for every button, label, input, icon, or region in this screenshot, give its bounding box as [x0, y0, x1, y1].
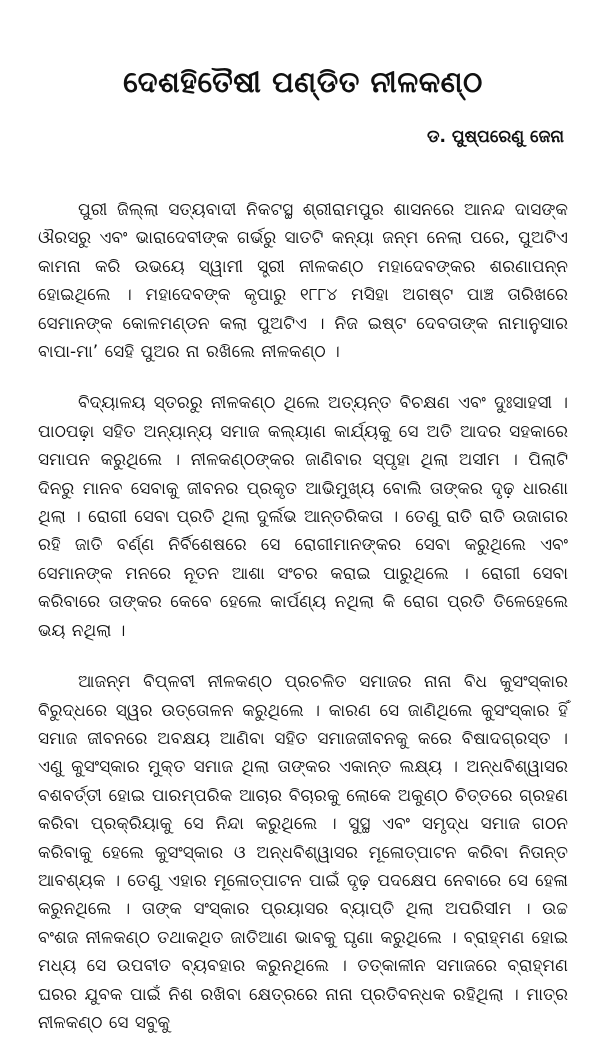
paragraph: ଆଜନ୍ମ ବିପ୍ଳବୀ ନୀଳକଣ୍ଠ ପ୍ରଚଳିତ ସମାଜର ନାନା ବିଧ କୁସଂସ୍କାର ବିରୁଦ୍ଧରେ ସ୍ୱର ଉତ୍ତୋଳନ କରୁଥିଲେ । କାରଣ ସେ ଜାଣିଥିଲେ କୁସଂସ୍କାର ହିଁ ସମାଜ ଜୀବନରେ ଅବକ୍ଷୟ ଆଣିବା ସହିତ ସମାଜଜୀବନକୁ କରେ ବିଷାଦଗ୍ରସ୍ତ । ଏଣୁ କୁସଂସ୍କାର ମୁକ୍ତ ସମାଜ ଥିଲା ତାଙ୍କର ଏକାନ୍ତ ଲକ୍ଷ୍ୟ । ଅନ୍ଧବିଶ୍ୱାସର ବଶବର୍ତ୍ତୀ ହୋଇ ପାରମ୍ପରିକ ଆଚାର ବିଚାରକୁ ଲୋକେ ଅକୁଣ୍ଠ ଚିତ୍ତରେ ଗ୍ରହଣ କରିବା ପ୍ରକ୍ରିୟାକୁ ସେ ନିନ୍ଦା କରୁଥିଲେ । ସୁସ୍ଥ ଏବଂ ସମୃଦ୍ଧ ସମାଜ ଗଠନ କରିବାକୁ ହେଲେ କୁସଂସ୍କାର ଓ ଅନ୍ଧବିଶ୍ୱାସର ମୂଳୋତ୍ପାଟନ କରିବା ନିତାନ୍ତ ଆବଶ୍ୟକ । ତେଣୁ ଏହାର ମୂଳୋତ୍ପାଟନ ପାଇଁ ଦୃଢ଼ ପଦକ୍ଷେପ ନେବାରେ ସେ ହେଳା କରୁନଥିଲେ । ତାଙ୍କ ସଂସ୍କାର ପ୍ରୟାସର ବ୍ୟାପ୍ତି ଥିଲା ଅପରିସୀମ । ଉଚ୍ଚ ବଂଶଜ ନୀଳକଣ୍ଠ ତଥାକଥିତ ଜାତିଆଣ ଭାବକୁ ଘୃଣା କରୁଥିଲେ । ବ୍ରାହ୍ମଣ ହୋଇ ମଧ୍ୟ ସେ ଉପବୀତ ବ୍ୟବହାର କରୁନଥିଲେ । ତତ୍କାଳୀନ ସମାଜରେ ବ୍ରାହ୍ମଣ ଘରର ଯୁବକ ପାଇଁ ନିଶ ରଖିବା କ୍ଷେତ୍ରରେ ନାନା ପ୍ରତିବନ୍ଧକ ରହିଥିଲା । ମାତ୍ର ନୀଳକଣ୍ଠ ସେ ସବୁକୁ [38, 672, 568, 1033]
paragraph: ବିଦ୍ୟାଳୟ ସ୍ତରରୁ ନୀଳକଣ୍ଠ ଥିଲେ ଅତ୍ୟନ୍ତ ବିଚକ୍ଷଣ ଏବଂ ଦୁଃସାହସୀ । ପାଠପଢ଼ା ସହିତ ଅନ୍ୟାନ୍ୟ ସମାଜ କଲ୍ୟାଣ କାର୍ଯ୍ୟକୁ ସେ ଅତି ଆଦର ସହକାରେ ସମାପନ କରୁଥିଲେ । ନୀଳକଣ୍ଠଙ୍କର ଜାଣିବାର ସ୍ପୃହା ଥିଲା ଅସୀମ । ପିଲାଟି ଦିନରୁ ମାନବ ସେବାକୁ ଜୀବନର ପ୍ରକୃତ ଆଭିମୁଖ୍ୟ ବୋଲି ତାଙ୍କର ଦୃଢ଼ ଧାରଣା ଥିଲା । ରୋଗୀ ସେବା ପ୍ରତି ଥିଲା ଦୁର୍ଲଭ ଆନ୍ତରିକତା । ତେଣୁ ରାତି ରାତି ଉଜାଗର ରହି ଜାତି ବର୍ଣ୍ଣ ନିର୍ବିଶେଷରେ ସେ ରୋଗୀମାନଙ୍କର ସେବା କରୁଥିଲେ ଏବଂ ସେମାନଙ୍କ ମନରେ ନୂତନ ଆଶା ସଂଚର କରାଇ ପାରୁଥିଲେ । ରୋଗୀ ସେବା କରିବାରେ ତାଙ୍କର କେବେ ହେଲେ କାର୍ପଣ୍ୟ ନଥିଲା କି ରୋଗ ପ୍ରତି ତିଳେହେଲେ ଭୟ ନଥିଲା । [38, 393, 568, 641]
paragraph: ପୁରୀ ଜିଲ୍ଲା ସତ୍ୟବାଦୀ ନିକଟସ୍ଥ ଶ୍ରୀରାମପୁର ଶାସନରେ ଆନନ୍ଦ ଦାସଙ୍କ ଔରସରୁ ଏବଂ ଭାରାଦେବୀଙ୍କ ଗର୍ଭରୁ ସାତଟି କନ୍ୟା ଜନ୍ମ ନେଲା ପରେ, ପୁଅଟିଏ କାମନା କରି ଉଭୟେ ସ୍ୱାମୀ ସ୍ତ୍ରୀ ନୀଳକଣ୍ଠ ମହାଦେବଙ୍କର ଶରଣାପନ୍ନ ହୋଇଥିଲେ । ମହାଦେବଙ୍କ କୃପାରୁ ୧୮୮୪ ମସିହା ଅଗଷ୍ଟ ପାଞ୍ଚ ତାରିଖରେ ସେମାନଙ୍କ କୋଳମଣ୍ଡନ କଲା ପୁଅଟିଏ । ନିଜ ଇଷ୍ଟ ଦେବତାଙ୍କ ନାମାନୁସାର ବାପା-ମା’ ସେହି ପୁଅର ନା ରଖିଲେ ନୀଳକଣ୍ଠ । [38, 200, 568, 363]
article-body [38, 196, 568, 1037]
author-name: ଡ. ପୁଷ୍ପରେଣୁ ଜେନା [426, 127, 564, 147]
page-title: ଦେଶହିତୈଷୀ ପଣ୍ଡିତ ନୀଳକଣ୍ଠ [123, 65, 483, 99]
